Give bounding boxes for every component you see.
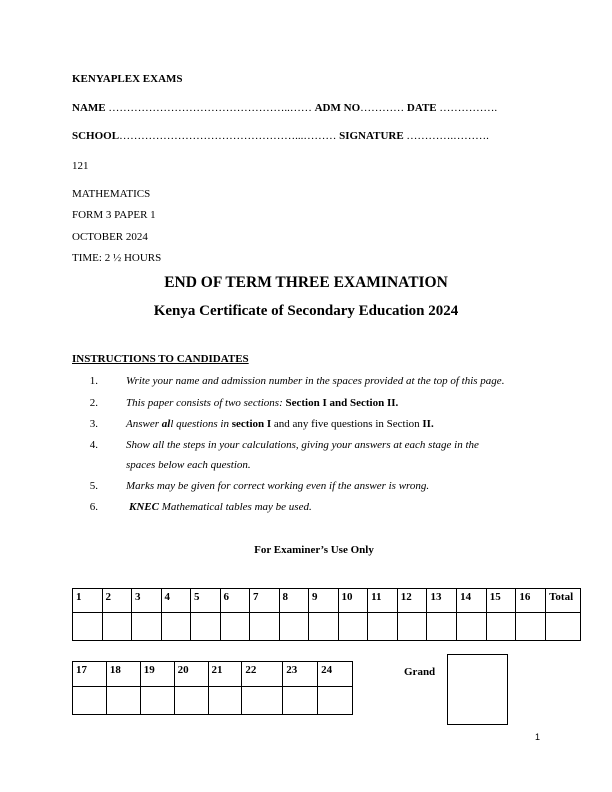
instruction-number: 1.	[89, 375, 98, 387]
question-number-cell: 20	[174, 662, 208, 687]
subject: MATHEMATICS	[72, 188, 151, 200]
instruction-text: Write your name and admission number in the spaces provided at the top of this page.	[126, 375, 505, 387]
question-number-cell: 2	[102, 589, 132, 613]
question-number-cell: 6	[220, 589, 250, 613]
school-label: SCHOOL	[72, 130, 120, 142]
score-cell[interactable]	[73, 613, 103, 641]
date-label: DATE	[406, 102, 437, 114]
score-cell[interactable]	[174, 687, 208, 715]
question-number-cell: 7	[250, 589, 280, 613]
name-line	[72, 102, 497, 114]
total-header-cell: Total	[546, 589, 581, 613]
adm-label: ADM NO	[314, 102, 361, 114]
score-cell[interactable]	[457, 613, 487, 641]
question-number-cell: 9	[309, 589, 339, 613]
exam-body: KENYAPLEX EXAMS	[72, 73, 183, 85]
score-cell[interactable]	[161, 613, 191, 641]
score-cell[interactable]	[279, 613, 309, 641]
score-cell[interactable]	[368, 613, 398, 641]
question-number-cell: 1	[73, 589, 103, 613]
instruction-text: Show all the steps in your calculations, giving your answers at each stage in the	[126, 439, 479, 451]
instruction-text-continued: spaces below each question.	[126, 459, 251, 471]
question-number-cell: 4	[161, 589, 191, 613]
score-cell[interactable]	[102, 613, 132, 641]
score-cell[interactable]	[427, 613, 457, 641]
instruction-text: Answer all questions in section I and any five questions in Section II.	[126, 418, 434, 430]
question-number-cell: 11	[368, 589, 398, 613]
instruction-number: 5.	[89, 480, 98, 492]
question-number-cell: 17	[73, 662, 107, 687]
name-label: NAME	[72, 102, 106, 114]
grand-total-label: Grand	[404, 666, 436, 678]
score-cell[interactable]	[318, 687, 353, 715]
question-number-cell: 16	[516, 589, 546, 613]
question-number-cell: 14	[457, 589, 487, 613]
signature-label: SIGNATURE	[339, 130, 404, 142]
instructions-heading: INSTRUCTIONS TO CANDIDATES	[72, 353, 249, 365]
score-cell[interactable]	[191, 613, 221, 641]
paper-code: 121	[72, 160, 89, 172]
question-number-cell: 18	[106, 662, 140, 687]
question-number-cell: 19	[140, 662, 174, 687]
score-cell[interactable]	[208, 687, 242, 715]
date-field[interactable]: …………….	[439, 102, 498, 114]
score-table-2	[72, 661, 353, 715]
question-number-cell: 24	[318, 662, 353, 687]
school-field[interactable]: …………………………………………...………	[119, 130, 337, 142]
instruction-text: This paper consists of two sections: Section I and Section II.	[126, 397, 399, 409]
score-cell[interactable]	[283, 687, 318, 715]
question-number-cell: 8	[279, 589, 309, 613]
total-cell[interactable]	[546, 613, 581, 641]
instruction-number: 3.	[89, 418, 98, 430]
question-number-cell: 13	[427, 589, 457, 613]
sub-title: Kenya Certificate of Secondary Education 2024	[153, 303, 459, 319]
question-number-cell: 22	[242, 662, 283, 687]
adm-field[interactable]: …………	[360, 102, 405, 114]
score-table-1	[72, 588, 581, 641]
signature-field[interactable]: ………….……….	[406, 130, 489, 142]
instruction-text: KNEC Mathematical tables may be used.	[129, 501, 312, 513]
question-number-cell: 10	[338, 589, 368, 613]
question-number-cell: 5	[191, 589, 221, 613]
paper-name: FORM 3 PAPER 1	[72, 209, 156, 221]
score-cell[interactable]	[106, 687, 140, 715]
score-cell[interactable]	[250, 613, 280, 641]
question-number-cell: 21	[208, 662, 242, 687]
score-cell[interactable]	[220, 613, 250, 641]
instruction-number: 4.	[89, 439, 98, 451]
examiner-heading: For Examiner’s Use Only	[254, 544, 374, 556]
grand-total-box[interactable]	[447, 654, 508, 725]
exam-time: TIME: 2 ½ HOURS	[72, 252, 162, 264]
school-line	[72, 130, 489, 142]
score-cell[interactable]	[397, 613, 427, 641]
question-number-cell: 12	[397, 589, 427, 613]
score-cell[interactable]	[486, 613, 516, 641]
score-cell[interactable]	[338, 613, 368, 641]
question-number-cell: 15	[486, 589, 516, 613]
question-number-cell: 3	[132, 589, 162, 613]
page-number: 1	[535, 732, 541, 742]
score-cell[interactable]	[140, 687, 174, 715]
main-title: END OF TERM THREE EXAMINATION	[164, 274, 448, 291]
instruction-text: Marks may be given for correct working even if the answer is wrong.	[126, 480, 430, 492]
score-cell[interactable]	[516, 613, 546, 641]
score-cell[interactable]	[242, 687, 283, 715]
question-number-cell: 23	[283, 662, 318, 687]
score-cell[interactable]	[309, 613, 339, 641]
exam-month: OCTOBER 2024	[72, 231, 148, 243]
name-field[interactable]: …………………………………………..……	[108, 102, 312, 114]
instruction-number: 2.	[89, 397, 98, 409]
score-cell[interactable]	[73, 687, 107, 715]
instruction-number: 6.	[89, 501, 98, 513]
score-cell[interactable]	[132, 613, 162, 641]
